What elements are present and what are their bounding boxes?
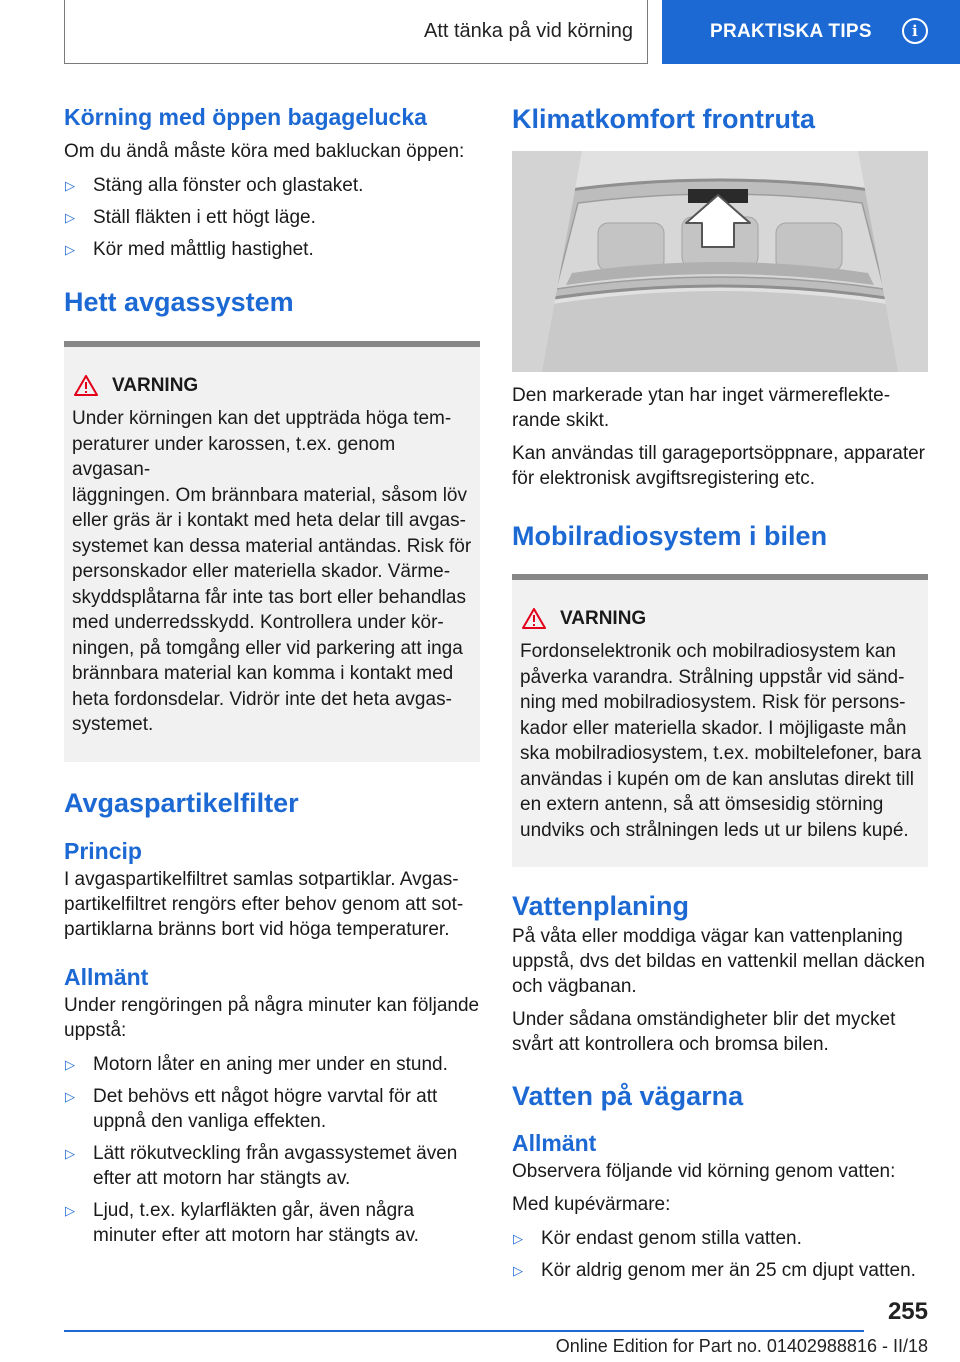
warning-line: ning med mobilradiosystem. Risk för persons- xyxy=(520,692,906,713)
water-heater-label: Med kupévärmare: xyxy=(512,1194,671,1215)
aquaplaning-line: På våta eller moddiga vägar kan vattenplaning xyxy=(512,926,903,947)
aquaplaning-line: och vägbanan. xyxy=(512,976,637,997)
list-item: ▷ Motorn låter en aning mer under en stund. xyxy=(65,1053,448,1075)
filter-title: Avgaspartikelfilter xyxy=(64,787,299,818)
warning-line: ningen, på tomgång eller vid parkering att inga xyxy=(72,637,463,659)
bullet-triangle-icon: ▷ xyxy=(65,242,75,257)
list-item: ▷ Ställ fläkten i ett högt läge. xyxy=(65,207,316,228)
general-line: uppstå: xyxy=(64,1019,127,1041)
principle-line: partikelfiltret rengörs efter behov genom att sot- xyxy=(64,893,464,915)
warning-line: undviks och strålningen leds ut ur bilens kupé. xyxy=(520,819,909,841)
water-title: Vatten på vägarna xyxy=(512,1081,744,1111)
principle-line: partiklarna bränns bort vid höga temperaturer. xyxy=(64,918,450,940)
exhaust-warning-box xyxy=(64,341,480,762)
aquaplaning-note-line: svårt att kontrollera och bromsa bilen. xyxy=(512,1034,829,1055)
list-item: ▷ Kör aldrig genom mer än 25 cm djupt vatten. xyxy=(513,1260,916,1281)
warning-heading: VARNING xyxy=(520,606,922,631)
warning-triangle-icon xyxy=(508,608,560,629)
general-list xyxy=(64,1052,480,1248)
climate-note-line: Kan användas till garageportsöppnare, apparater xyxy=(512,443,926,464)
list-item: ▷ Kör endast genom stilla vatten. xyxy=(513,1228,802,1249)
trunk-intro: Om du ändå måste köra med bakluckan öppen: xyxy=(64,141,465,162)
bullet-triangle-icon: ▷ xyxy=(65,1088,75,1104)
warning-line: personskador eller materiella skador. Värme- xyxy=(72,561,451,582)
exhaust-title: Hett avgassystem xyxy=(64,287,294,317)
list-item: ▷ Lätt rökutveckling från avgassystemet även efter att motorn har stängts av. xyxy=(65,1142,458,1189)
general-title: Allmänt xyxy=(64,963,149,990)
warning-line: skyddsplåtarna får inte tas bort eller behandlas xyxy=(72,586,466,608)
info-icon: i xyxy=(902,18,928,44)
bullet-triangle-icon: ▷ xyxy=(65,210,75,225)
bullet-triangle-icon: ▷ xyxy=(65,1202,75,1218)
warning-line: ska mobilradiosystem, t.ex. mobiltelefoner, bara xyxy=(520,743,922,764)
section-header xyxy=(64,0,648,64)
footer-divider xyxy=(64,1330,864,1332)
warning-line: eller gräs är i kontakt med heta delar till avgas- xyxy=(72,510,466,531)
warning-line: läggningen. Om brännbara material, såsom löv xyxy=(72,484,467,506)
right-column xyxy=(512,100,928,1283)
warning-line: kador eller materiella skador. I möjligaste mån xyxy=(520,717,907,739)
warning-line: en extern antenn, så att ömsesidig störning xyxy=(520,794,884,815)
warning-line: peraturer under karossen, t.ex. genom avgasan- xyxy=(72,433,396,480)
bullet-triangle-icon: ▷ xyxy=(65,1056,75,1072)
warning-line: heta fordonsdelar. Vidrör inte det heta avgas- xyxy=(72,688,452,710)
bullet-triangle-icon: ▷ xyxy=(513,1263,523,1278)
chapter-label: PRAKTISKA TIPS xyxy=(710,21,872,42)
radio-warning-box xyxy=(512,574,928,867)
list-item: ▷ Ljud, t.ex. kylarfläkten går, även några minuter efter att motorn har stängts av. xyxy=(65,1199,419,1246)
aquaplaning-line: uppstå, dvs det bildas en vattenkil mellan däcken xyxy=(512,951,925,972)
page-number: 255 xyxy=(887,1298,928,1325)
bullet-triangle-icon: ▷ xyxy=(513,1231,523,1246)
warning-line: användas i kupén om de kan anslutas direkt till xyxy=(520,768,914,790)
bullet-triangle-icon: ▷ xyxy=(65,1145,75,1161)
left-column xyxy=(64,100,480,1248)
radio-title: Mobilradiosystem i bilen xyxy=(512,521,828,551)
edition-label: Online Edition for Part no. 01402988816 - II/18 xyxy=(555,1336,928,1356)
trunk-title: Körning med öppen bagagelucka xyxy=(64,104,427,130)
water-intro: Observera följande vid körning genom vatten: xyxy=(512,1161,896,1182)
warning-triangle-icon xyxy=(60,375,112,396)
aquaplaning-title: Vattenplaning xyxy=(512,891,690,921)
list-item: ▷ Kör med måttlig hastighet. xyxy=(65,239,314,260)
climate-title: Klimatkomfort frontruta xyxy=(512,104,815,134)
warning-line: systemet. xyxy=(72,714,154,735)
warning-line: påverka varandra. Strålning uppstår vid sänd- xyxy=(520,666,905,688)
general-line: Under rengöringen på några minuter kan följande xyxy=(64,994,480,1016)
trunk-list xyxy=(64,173,480,262)
climate-note-line: för elektronisk avgiftsregistering etc. xyxy=(512,468,816,489)
warning-line: Fordonselektronik och mobilradiosystem kan xyxy=(520,641,896,662)
principle-title: Princip xyxy=(64,837,142,864)
section-label: Att tänka på vid körning xyxy=(423,20,633,42)
bullet-triangle-icon: ▷ xyxy=(65,178,75,193)
water-general-title: Allmänt xyxy=(512,1130,597,1156)
list-item: ▷ Stäng alla fönster och glastaket. xyxy=(65,175,364,196)
chapter-tab[interactable] xyxy=(662,0,960,64)
warning-line: med underredsskydd. Kontrollera under kör- xyxy=(72,612,444,633)
aquaplaning-note-line: Under sådana omständigheter blir det mycket xyxy=(512,1009,896,1030)
warning-line: systemet kan dessa material antändas. Risk för xyxy=(72,535,472,557)
list-item: ▷ Det behövs ett något högre varvtal för att uppnå den vanliga effekten. xyxy=(65,1085,438,1132)
water-list xyxy=(512,1226,928,1283)
warning-line: Under körningen kan det uppträda höga tem- xyxy=(72,408,452,429)
climate-line: Den markerade ytan har inget värmereflekte- xyxy=(512,385,891,406)
warning-line: brännbara material kan komma i kontakt med xyxy=(72,663,454,684)
climate-line: rande skikt. xyxy=(512,410,610,431)
warning-heading: VARNING xyxy=(72,373,474,398)
rear-window-illustration xyxy=(512,151,928,372)
principle-line: I avgaspartikelfiltret samlas sotpartiklar. Avgas- xyxy=(64,868,459,890)
